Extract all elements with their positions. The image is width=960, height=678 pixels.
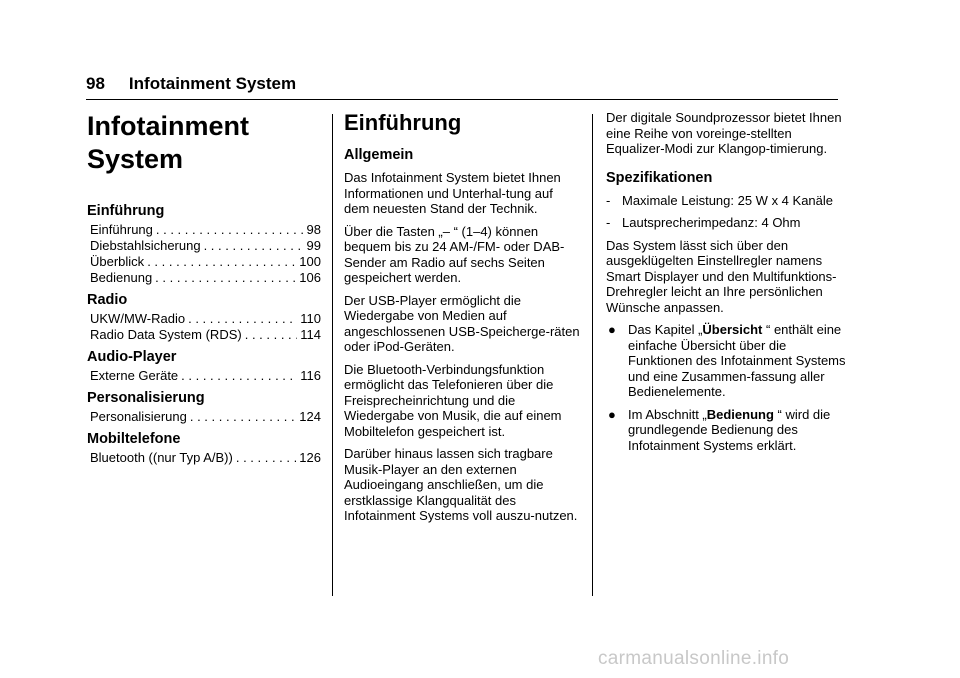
toc-column [87,110,321,472]
toc-entry[interactable]: UKW/MW-Radio . . . 110 [87,311,321,327]
paragraph: Der USB-Player ermöglicht die Wiedergabe von Medien auf angeschlossenen USB-Speicherge-räten oder iPod-Geräten. [344,292,580,354]
header-rule [86,99,838,100]
spec-item: - Maximale Leistung: 25 W x 4 Kanäle [606,192,833,208]
toc-entry[interactable]: Externe Geräte . . . 116 [87,368,321,384]
toc-heading: Einführung [87,203,165,219]
toc-entry[interactable]: Bedienung . . . 106 [87,270,321,286]
subsection-heading: Spezifikationen [606,169,713,186]
page-number: 98 [86,74,105,93]
paragraph: Der digitale Soundprozessor bietet Ihnen eine Reihe von voreinge-stellten Equalizer-Modi zur Klangop-timierung. [606,110,842,156]
toc-entry[interactable]: Radio Data System (RDS) . . . 114 [87,327,321,343]
bullet-item: ● Das Kapitel „Übersicht “ enthält eine einfache Übersicht über die Funktionen des Infotainment Systems und eine Zusammen-fassung aller Bedienelemente. [608,322,846,399]
column-divider-right [592,114,593,596]
toc-entry[interactable]: Überblick . . . 100 [87,254,321,270]
paragraph: Das System lässt sich über den ausgeklügelten Einstellregler namens Smart Displayer und den Multifunktions-Drehregler leicht an Ihre persönlichen Wünsche anpassen. [606,237,837,315]
spec-item: - Lautsprecherimpedanz: 4 Ohm [606,215,801,230]
bullet-item: ● Im Abschnitt „Bedienung “ wird die grundlegende Bedienung des Infotainment Systems erklärt. [608,406,831,453]
subsection-heading: Allgemein [344,147,414,163]
paragraph: Das Infotainment System bietet Ihnen Informationen und Unterhal-tung auf dem neuesten Stand der Technik. [344,170,561,216]
toc-section [87,349,321,384]
chapter-title: Infotainment System [87,111,249,174]
column-divider-left [332,114,333,596]
specs-column [606,110,846,460]
toc-section [87,292,321,343]
toc-heading: Radio [87,292,128,308]
toc-section [87,431,321,466]
toc-entry[interactable]: Personalisierung . . . 124 [87,409,321,425]
bullet-icon: ● [608,322,616,337]
toc-entry[interactable]: Diebstahlsicherung . . . 99 [87,238,321,254]
bullet-icon: ● [608,406,616,422]
toc-heading: Audio-Player [87,349,177,365]
toc-heading: Personalisierung [87,390,205,406]
toc-entry[interactable]: Bluetooth ((nur Typ A/B)) . . . 126 [87,450,321,466]
toc-section [87,203,321,286]
watermark: carmanualsonline.info [598,648,790,669]
toc-entry[interactable]: Einführung . . . 98 [87,222,321,238]
intro-column [344,110,580,531]
paragraph: Darüber hinaus lassen sich tragbare Musik-Player an den externen Audioeingang anschließen, um die erstklassige Klangqualität des Infotainment Systems voll auszu-nutzen. [344,446,578,523]
paragraph: Über die Tasten „– “ (1–4) können bequem bis zu 24 AM-/FM- oder DAB-Sender am Radio auf sechs Seiten gespeichert werden. [344,223,565,285]
toc-heading: Mobiltelefone [87,431,181,447]
page-header [86,74,296,94]
running-title: Infotainment System [128,74,297,93]
section-heading: Einführung [344,110,462,135]
paragraph: Die Bluetooth-Verbindungsfunktion ermöglicht das Telefonieren über die Freisprecheinrichtung und die Wiedergabe von Musik, die auf einem Mobiltelefon gespeichert ist. [344,361,562,439]
toc-section [87,390,321,425]
